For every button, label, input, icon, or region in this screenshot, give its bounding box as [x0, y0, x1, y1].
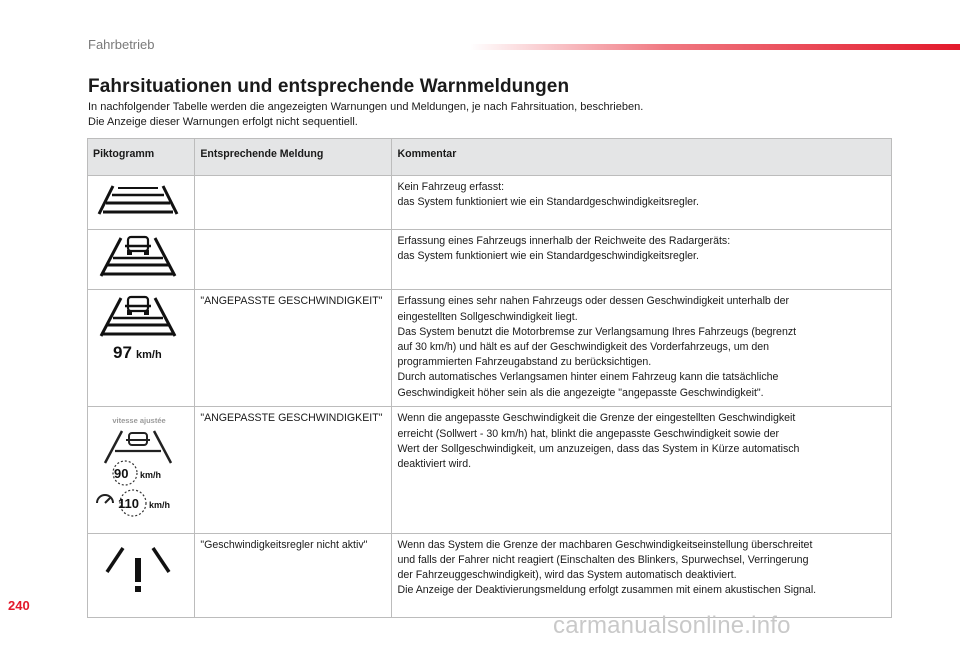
- table-row: [88, 290, 892, 407]
- pictogram-cell: [88, 230, 195, 290]
- watermark: carmanualsonline.info: [553, 612, 791, 639]
- comment-line: Das System benutzt die Motorbremse zur Verlangsamung Ihres Fahrzeugs (begrenzt: [397, 325, 797, 338]
- comment-line: erreicht (Sollwert - 30 km/h) hat, blinkt die angepasste Geschwindigkeit sowie der: [397, 427, 780, 440]
- lane-no-vehicle-icon: [93, 180, 183, 220]
- comment-cell: [392, 176, 892, 230]
- comment-line: das System funktioniert wie ein Standardgeschwindigkeitsregler.: [397, 250, 699, 263]
- intro-line: Die Anzeige dieser Warnungen erfolgt nicht sequentiell.: [88, 116, 358, 128]
- icon-speed2-text: 110: [118, 496, 139, 512]
- pictogram-cell: [88, 290, 195, 407]
- icon-speed1-text: 90: [114, 466, 129, 482]
- lane-vehicle-adapted-speed-icon: [93, 294, 183, 366]
- adapted-speed-blinking-icon: [93, 411, 185, 523]
- column-header-comment: Kommentar: [392, 139, 892, 176]
- table-row: [88, 230, 892, 290]
- message-cell: [195, 230, 392, 290]
- warnings-table: [87, 138, 892, 618]
- comment-line: Durch automatisches Verlangsamen hinter einem Fahrzeug kann die tatsächliche: [397, 371, 779, 384]
- icon-unit-text: km/h: [136, 349, 162, 362]
- icon-speed-text: 97: [113, 343, 132, 363]
- column-header-message: Entsprechende Meldung: [195, 139, 392, 176]
- comment-line: Wert der Sollgeschwindigkeit, um anzuzeigen, dass das System in Kürze automatisch: [397, 442, 800, 455]
- message-cell: "ANGEPASSTE GESCHWINDIGKEIT": [195, 407, 392, 533]
- comment-line: Geschwindigkeit höher sein als die angezeigte "angepasste Geschwindigkeit".: [397, 386, 764, 399]
- icon-unit1-text: km/h: [140, 470, 162, 481]
- comment-line: Erfassung eines sehr nahen Fahrzeugs oder dessen Geschwindigkeit unterhalb der: [397, 295, 790, 308]
- icon-caption-text: vitesse ajustée: [112, 416, 166, 426]
- comment-line: und falls der Fahrer nicht reagiert (Einschalten des Blinkers, Spurwechsel, Verringerung: [397, 553, 809, 566]
- table-row: [88, 176, 892, 230]
- table-row: [88, 407, 892, 533]
- comment-line: Wenn die angepasste Geschwindigkeit die Grenze der eingestellten Geschwindigkeit: [397, 412, 796, 425]
- column-header-pictogram: Piktogramm: [88, 139, 195, 176]
- pictogram-cell: [88, 533, 195, 617]
- page-title: Fahrsituationen und entsprechende Warnmeldungen: [88, 76, 570, 97]
- comment-line: eingestellten Sollgeschwindigkeit liegt.: [397, 310, 578, 323]
- message-cell: "Geschwindigkeitsregler nicht aktiv": [195, 533, 392, 617]
- comment-line: deaktiviert wird.: [397, 458, 472, 471]
- table-header-row: [88, 139, 892, 176]
- comment-line: Die Anzeige der Deaktivierungsmeldung erfolgt zusammen mit einem akustischen Signal.: [397, 584, 817, 597]
- message-cell: [195, 176, 392, 230]
- cruise-control-inactive-warning-icon: [93, 538, 183, 598]
- page-number: 240: [8, 598, 30, 613]
- lane-vehicle-detected-icon: [93, 234, 183, 280]
- comment-line: Erfassung eines Fahrzeugs innerhalb der Reichweite des Radargeräts:: [397, 235, 731, 248]
- pictogram-cell: [88, 407, 195, 533]
- comment-cell: [392, 290, 892, 407]
- section-label: Fahrbetrieb: [88, 37, 155, 52]
- intro-line: In nachfolgender Tabelle werden die angezeigten Warnungen und Meldungen, je nach Fahrsituation, beschrieben.: [88, 101, 644, 113]
- comment-line: programmierten Fahrzeugabstand zu berücksichtigen.: [397, 356, 652, 369]
- comment-line: der Fahrzeuggeschwindigkeit), wird das System automatisch deaktiviert.: [397, 569, 737, 582]
- comment-line: auf 30 km/h) und hält es auf der Geschwindigkeit des Vorderfahrzeugs, um den: [397, 341, 770, 354]
- pictogram-cell: [88, 176, 195, 230]
- icon-unit2-text: km/h: [149, 500, 171, 511]
- comment-cell: [392, 407, 892, 533]
- header-accent-bar: [470, 44, 960, 50]
- comment-line: Wenn das System die Grenze der machbaren Geschwindigkeitseinstellung überschreitet: [397, 538, 813, 551]
- table-row: [88, 533, 892, 617]
- comment-line: das System funktioniert wie ein Standardgeschwindigkeitsregler.: [397, 196, 699, 209]
- comment-cell: [392, 230, 892, 290]
- comment-cell: [392, 533, 892, 617]
- intro-text: [88, 100, 643, 130]
- comment-line: Kein Fahrzeug erfasst:: [397, 181, 505, 193]
- message-cell: "ANGEPASSTE GESCHWINDIGKEIT": [195, 290, 392, 407]
